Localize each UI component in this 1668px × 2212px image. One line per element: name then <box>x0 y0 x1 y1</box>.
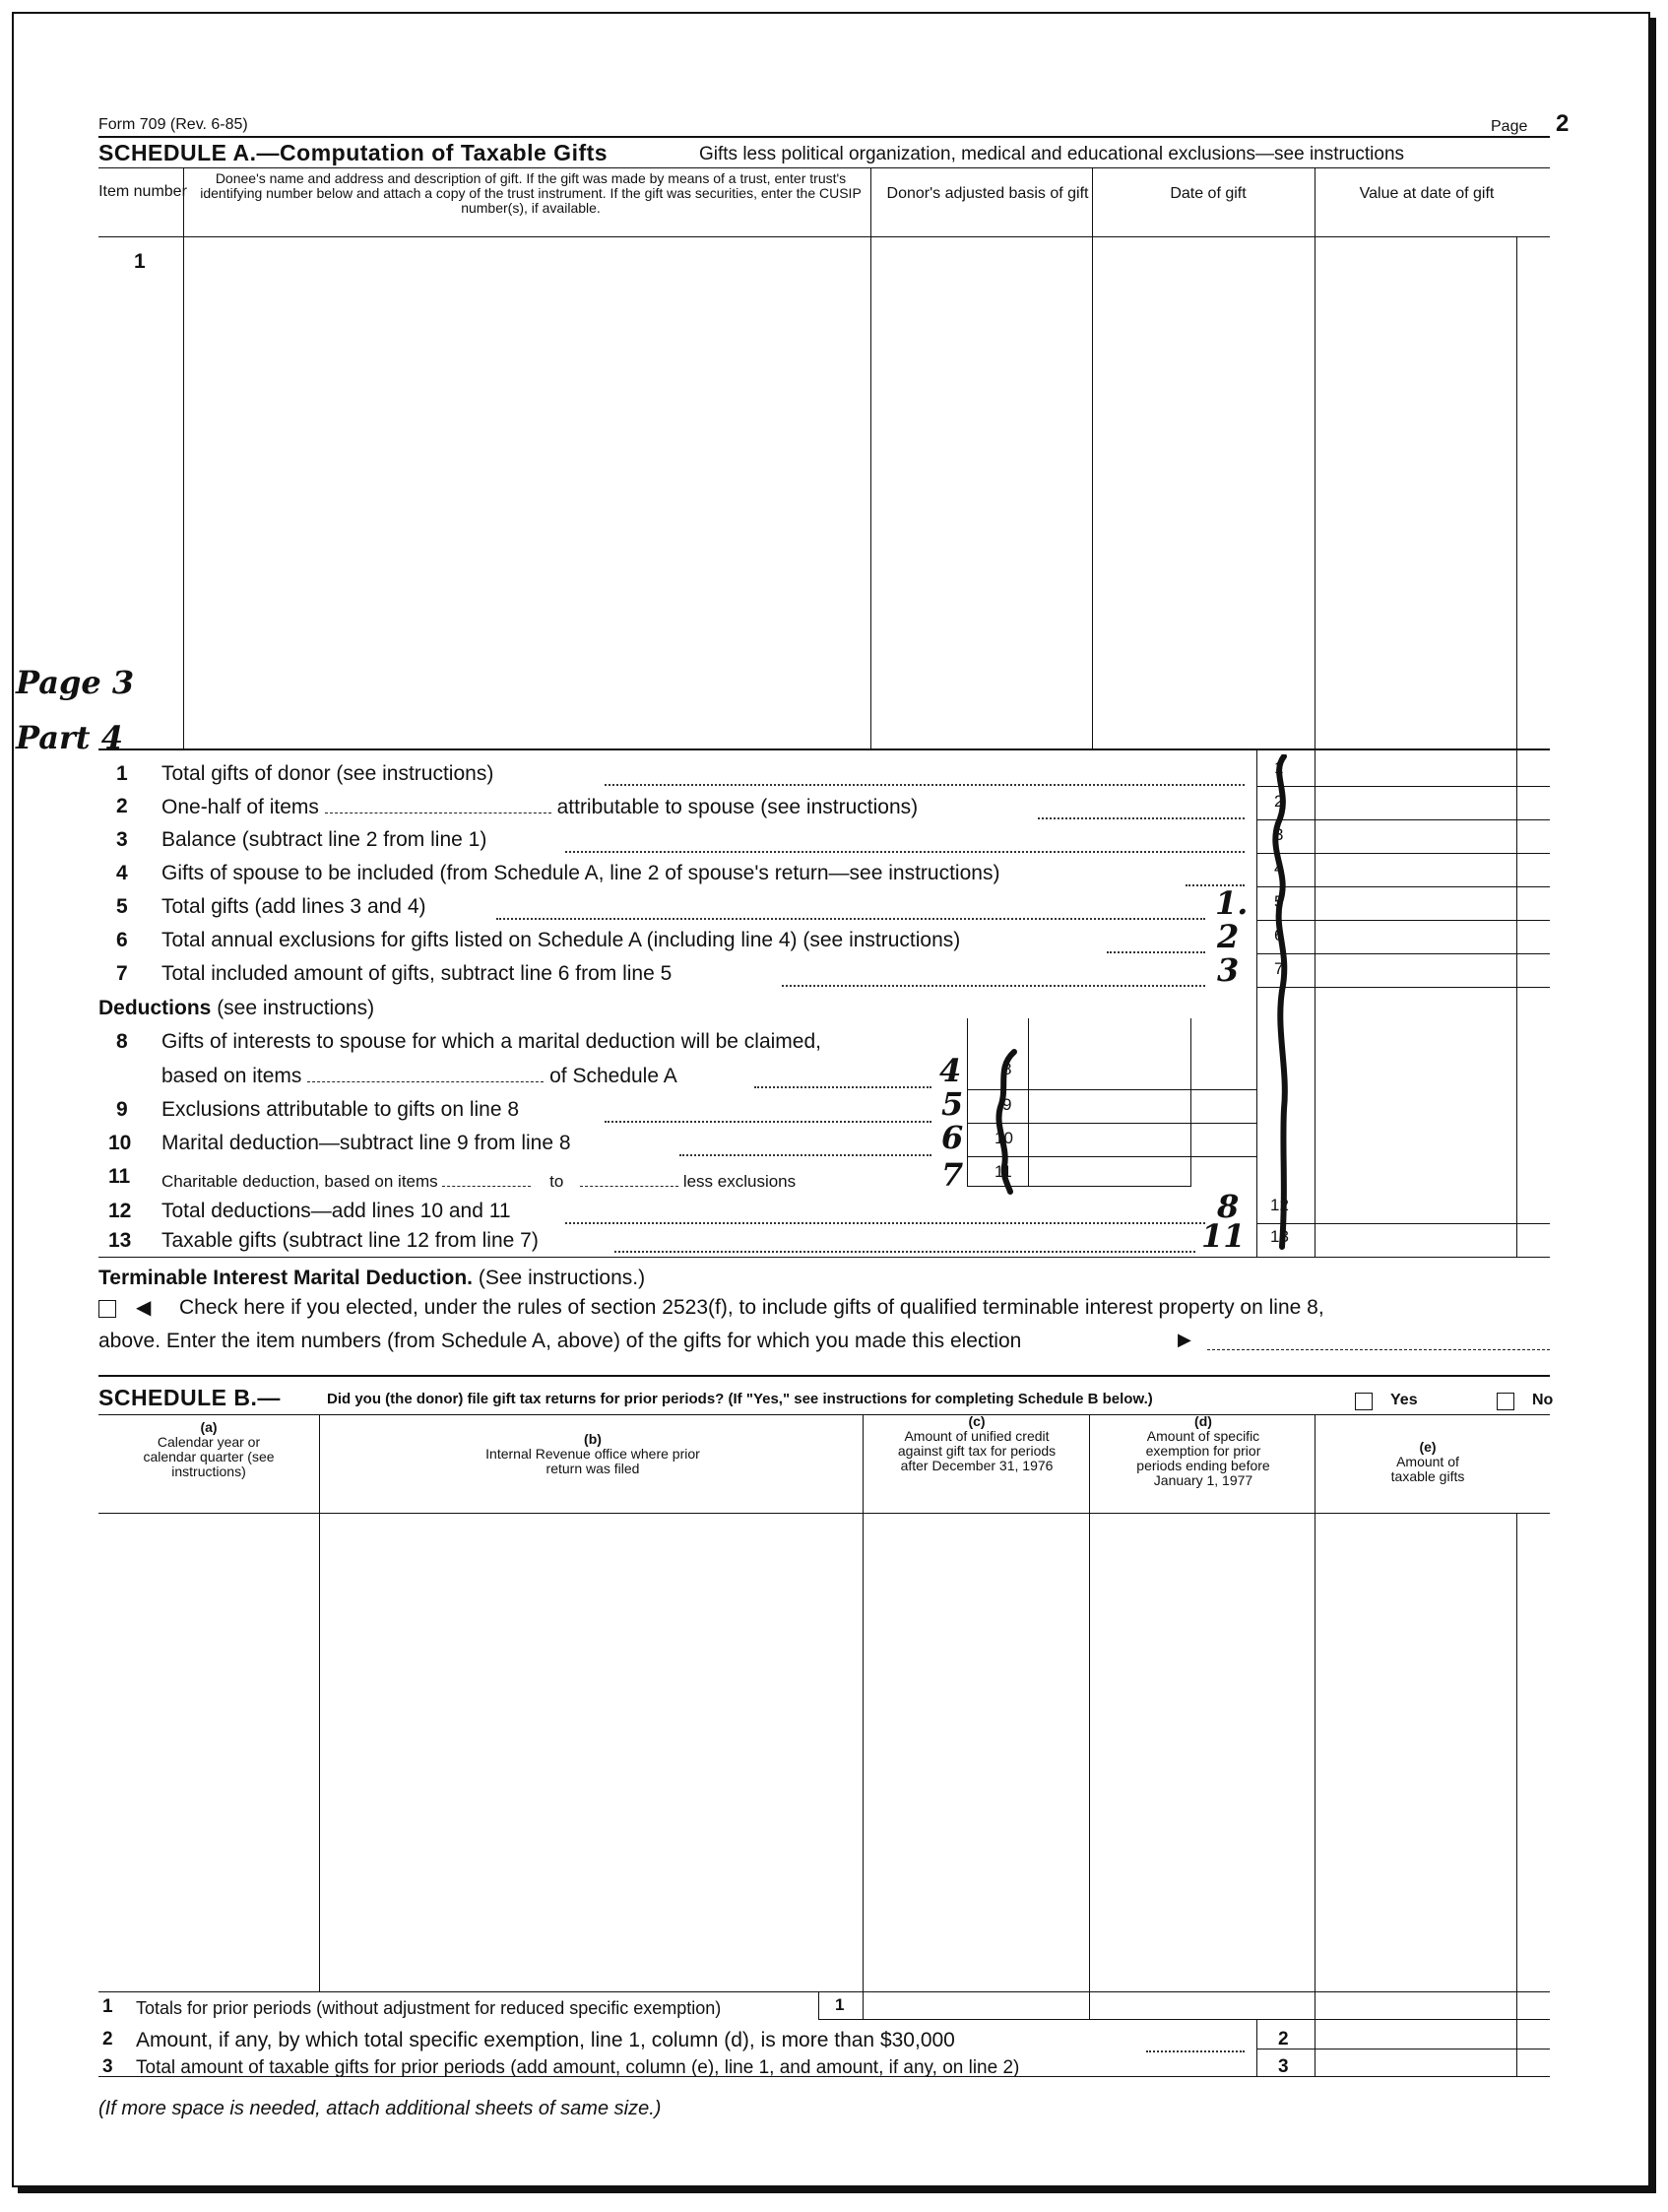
election-items-field[interactable] <box>1207 1349 1550 1350</box>
line-11-text-b: to <box>549 1172 564 1191</box>
line-9-leader <box>605 1121 931 1123</box>
col-d-letter: (d) <box>1194 1413 1212 1429</box>
line-3-box: 3 <box>1274 825 1284 844</box>
totals-box-left <box>1256 2019 1257 2076</box>
line-10-leader <box>679 1154 931 1156</box>
col-c-text: Amount of unified credit against gift tax for periods after December 31, 1976 <box>897 1428 1057 1473</box>
line-13-number: 13 <box>108 1229 132 1252</box>
line-2-number: 2 <box>116 795 128 817</box>
line-12-text: Total deductions—add lines 10 and 11 <box>161 1200 511 1222</box>
line-7-number: 7 <box>116 962 128 985</box>
line-4-box: 4 <box>1274 859 1284 878</box>
col-date-header: Date of gift <box>1170 185 1247 202</box>
col-divider-b <box>863 1414 864 2019</box>
line-8-leader <box>754 1086 931 1088</box>
col-value-header: Value at date of gift <box>1359 185 1495 202</box>
terminable-title: Terminable Interest Marital Deduction. <box>98 1267 474 1289</box>
col-divider-cents <box>1516 236 1517 748</box>
schedule-b-no-label: No <box>1532 1392 1554 1408</box>
totals-line-3-box: 3 <box>1278 2056 1289 2077</box>
schedule-a-header-top <box>98 167 1550 168</box>
col-divider-c <box>1089 1414 1090 2019</box>
handwritten-mark-2: 2 <box>1217 918 1240 955</box>
col-divider-a <box>319 1414 320 1991</box>
col-e-header <box>1319 1440 1536 1484</box>
col-c-header <box>866 1414 1087 1473</box>
line-12-number: 12 <box>108 1200 132 1222</box>
amount-cents-divider <box>1516 748 1517 1257</box>
col-divider-item <box>183 167 184 748</box>
totals-line-2-text: Amount, if any, by which total specific exemption, line 1, column (d), is more than $30,000 <box>136 2029 955 2051</box>
inner-box-cents-divider <box>1190 1018 1191 1186</box>
line-5-number: 5 <box>116 895 128 918</box>
line-2-box: 2 <box>1274 792 1284 811</box>
col-d-text: Amount of specific exemption for prior periods ending before January 1, 1977 <box>1136 1428 1270 1488</box>
line-8-number: 8 <box>116 1030 128 1053</box>
line-10-text: Marital deduction—subtract line 9 from line 8 <box>161 1132 571 1154</box>
inner-box-right-edge <box>1028 1018 1029 1186</box>
col-c-letter: (c) <box>968 1413 986 1429</box>
schedule-b-body-bottom <box>98 1991 1550 1992</box>
col-a-header <box>98 1420 319 1479</box>
item-number-1: 1 <box>134 250 146 273</box>
col-item-header: Item number <box>98 183 187 200</box>
schedule-a-body-bottom <box>98 748 1550 750</box>
form-id: Form 709 (Rev. 6-85) <box>98 116 248 133</box>
line-1-leader <box>605 784 1245 786</box>
line-7-leader <box>782 985 1205 987</box>
totals-line-2-box: 2 <box>1278 2029 1289 2049</box>
line-9-number: 9 <box>116 1098 128 1121</box>
line-11-from-field[interactable] <box>442 1168 531 1187</box>
line-1-text: Total gifts of donor (see instructions) <box>161 762 494 785</box>
line-6-leader <box>1107 951 1205 953</box>
footer-note: (If more space is needed, attach additional sheets of same size.) <box>98 2098 662 2119</box>
line-6-text: Total annual exclusions for gifts listed on Schedule A (including line 4) (see instructions) <box>161 929 961 951</box>
col-divider-basis <box>1092 167 1093 748</box>
col-a-letter: (a) <box>200 1419 218 1435</box>
line-8-text-a: Gifts of interests to spouse for which a marital deduction will be claimed, <box>161 1030 821 1053</box>
line-8-text-b: based on items <box>161 1065 302 1087</box>
handwritten-mark-7: 7 <box>941 1156 964 1194</box>
col-b-letter: (b) <box>584 1431 602 1447</box>
line-5-leader <box>496 918 1205 920</box>
handwritten-mark-11: 11 <box>1201 1217 1246 1255</box>
line-7-box: 7 <box>1274 959 1284 978</box>
line-8-items-field[interactable] <box>307 1064 544 1082</box>
line-10-box: 10 <box>994 1129 1013 1147</box>
line-3-number: 3 <box>116 828 128 851</box>
totals-line-1-text: Totals for prior periods (without adjustment for reduced specific exemption) <box>136 1998 722 2018</box>
line-11-text-a: Charitable deduction, based on items <box>161 1172 438 1191</box>
col-divider-donee <box>870 167 871 748</box>
page-label: Page <box>1491 118 1528 135</box>
handwritten-brace-large <box>1264 754 1304 1253</box>
line-5-text: Total gifts (add lines 3 and 4) <box>161 895 426 918</box>
line-11-text-c: less exclusions <box>682 1172 797 1191</box>
line-3-text: Balance (subtract line 2 from line 1) <box>161 828 487 851</box>
deductions-label: Deductions <box>98 997 212 1019</box>
line-6-box: 6 <box>1274 926 1284 944</box>
col-e-letter: (e) <box>1419 1439 1437 1455</box>
totals-line-3-number: 3 <box>102 2056 113 2077</box>
col-basis-header: Donor's adjusted basis of gift <box>886 185 1089 202</box>
line-13-box: 13 <box>1270 1227 1289 1246</box>
line-10-number: 10 <box>108 1132 132 1154</box>
col-e-text: Amount of taxable gifts <box>1390 1454 1465 1484</box>
col-b-header <box>323 1432 863 1476</box>
handwritten-part4: Part 4 <box>16 719 123 756</box>
schedule-b-title: SCHEDULE B.— <box>98 1385 281 1410</box>
handwritten-mark-4: 4 <box>939 1052 962 1089</box>
schedule-b-no-checkbox[interactable] <box>1497 1393 1514 1410</box>
handwritten-mark-3: 3 <box>1217 951 1240 989</box>
schedule-a-title: SCHEDULE A.—Computation of Taxable Gifts <box>98 140 609 165</box>
schedule-b-question: Did you (the donor) file gift tax returns for prior periods? (If "Yes," see instructions for completing Schedule B below.) <box>327 1391 1153 1407</box>
totals-line-1-box: 1 <box>835 1995 845 2014</box>
line-8-text-c: of Schedule A <box>549 1065 677 1087</box>
col-d-header <box>1093 1414 1314 1488</box>
col-donee-header: Donee's name and address and description of gift. If the gift was made by means of a trust, enter trust's identifying number below and attach a copy of the trust instrument. If the gift was securities, enter the CUSIP number(s), if available. <box>200 170 862 216</box>
totals-line-1-rule[interactable] <box>818 2019 1550 2020</box>
schedule-b-header-bottom <box>98 1513 1550 1514</box>
line-3-leader <box>565 851 1245 853</box>
line-13-text: Taxable gifts (subtract line 12 from line 7) <box>161 1229 539 1252</box>
line-9-text: Exclusions attributable to gifts on line 8 <box>161 1098 520 1121</box>
schedule-b-yes-checkbox[interactable] <box>1355 1393 1373 1410</box>
line-13-rule <box>98 1257 1550 1258</box>
right-arrow-icon: ▶ <box>1178 1330 1191 1349</box>
col-a-text: Calendar year or calendar quarter (see instructions) <box>143 1434 275 1479</box>
handwritten-mark-8: 8 <box>1217 1188 1240 1225</box>
schedule-b-yes-label: Yes <box>1390 1392 1418 1408</box>
line-1-number: 1 <box>116 762 128 785</box>
line-2-text-a: One-half of items <box>161 796 319 818</box>
totals-line-3-rule <box>98 2076 1550 2077</box>
totals-line-1-number: 1 <box>102 1996 113 2017</box>
header-rule <box>98 136 1550 138</box>
totals-line-2-number: 2 <box>102 2029 113 2049</box>
line-13-leader <box>614 1251 1195 1253</box>
line-4-text: Gifts of spouse to be included (from Schedule A, line 2 of spouse's return—see instructions) <box>161 862 1000 884</box>
schedule-b-header-top <box>98 1414 1550 1415</box>
line-box-left-edge <box>1256 748 1257 1257</box>
handwritten-mark-5: 5 <box>941 1085 964 1123</box>
schedule-a-header-bottom <box>98 236 1550 237</box>
handwritten-mark-1: 1. <box>1215 884 1249 922</box>
line-5-box: 5 <box>1274 892 1284 911</box>
line-1-box: 1 <box>1274 758 1284 777</box>
schedule-b-top-rule <box>98 1375 1550 1377</box>
terminable-note: (See instructions.) <box>478 1267 646 1289</box>
line-4-number: 4 <box>116 862 128 884</box>
inner-box-left-edge <box>967 1018 968 1186</box>
line-11-to-field[interactable] <box>580 1168 678 1187</box>
totals-line-3-text: Total amount of taxable gifts for prior periods (add amount, column (e), line 1, and amount, if any, on line 2) <box>136 2057 1020 2078</box>
handwritten-mark-6: 6 <box>941 1119 964 1156</box>
totals-line-2-leader <box>1146 2050 1245 2052</box>
line-6-number: 6 <box>116 929 128 951</box>
line-9-box: 9 <box>1002 1095 1012 1114</box>
schedule-a-subtitle: Gifts less political organization, medical and educational exclusions—see instructions <box>699 144 1405 164</box>
left-arrow-icon: ◀ <box>136 1297 152 1319</box>
terminable-check-text: Check here if you elected, under the rules of section 2523(f), to include gifts of qualified terminable interest property on line 8, <box>179 1296 1324 1319</box>
line-7-text: Total included amount of gifts, subtract line 6 from line 5 <box>161 962 673 985</box>
line-2-items-field[interactable] <box>325 795 551 813</box>
line-12-leader <box>565 1222 1205 1224</box>
deductions-note: (see instructions) <box>217 997 375 1019</box>
handwritten-brace-small <box>989 1048 1028 1196</box>
line-2-text-b: attributable to spouse (see instructions) <box>556 796 919 818</box>
handwritten-page3: Page 3 <box>16 664 135 701</box>
form-page <box>12 12 1650 2187</box>
line-12-box: 12 <box>1270 1196 1289 1214</box>
terminable-continue-text: above. Enter the item numbers (from Schedule A, above) of the gifts for which you made this election <box>98 1330 1022 1352</box>
totals-line-1-box-left <box>818 1991 819 2019</box>
line-11-box: 11 <box>994 1162 1012 1181</box>
line-2-leader <box>1038 817 1245 819</box>
col-b-text: Internal Revenue office where prior return was filed <box>485 1446 700 1476</box>
page-number: 2 <box>1556 110 1570 137</box>
line-8-box: 8 <box>1002 1060 1012 1078</box>
line-11-number: 11 <box>108 1165 131 1188</box>
terminable-election-checkbox[interactable] <box>98 1300 116 1318</box>
